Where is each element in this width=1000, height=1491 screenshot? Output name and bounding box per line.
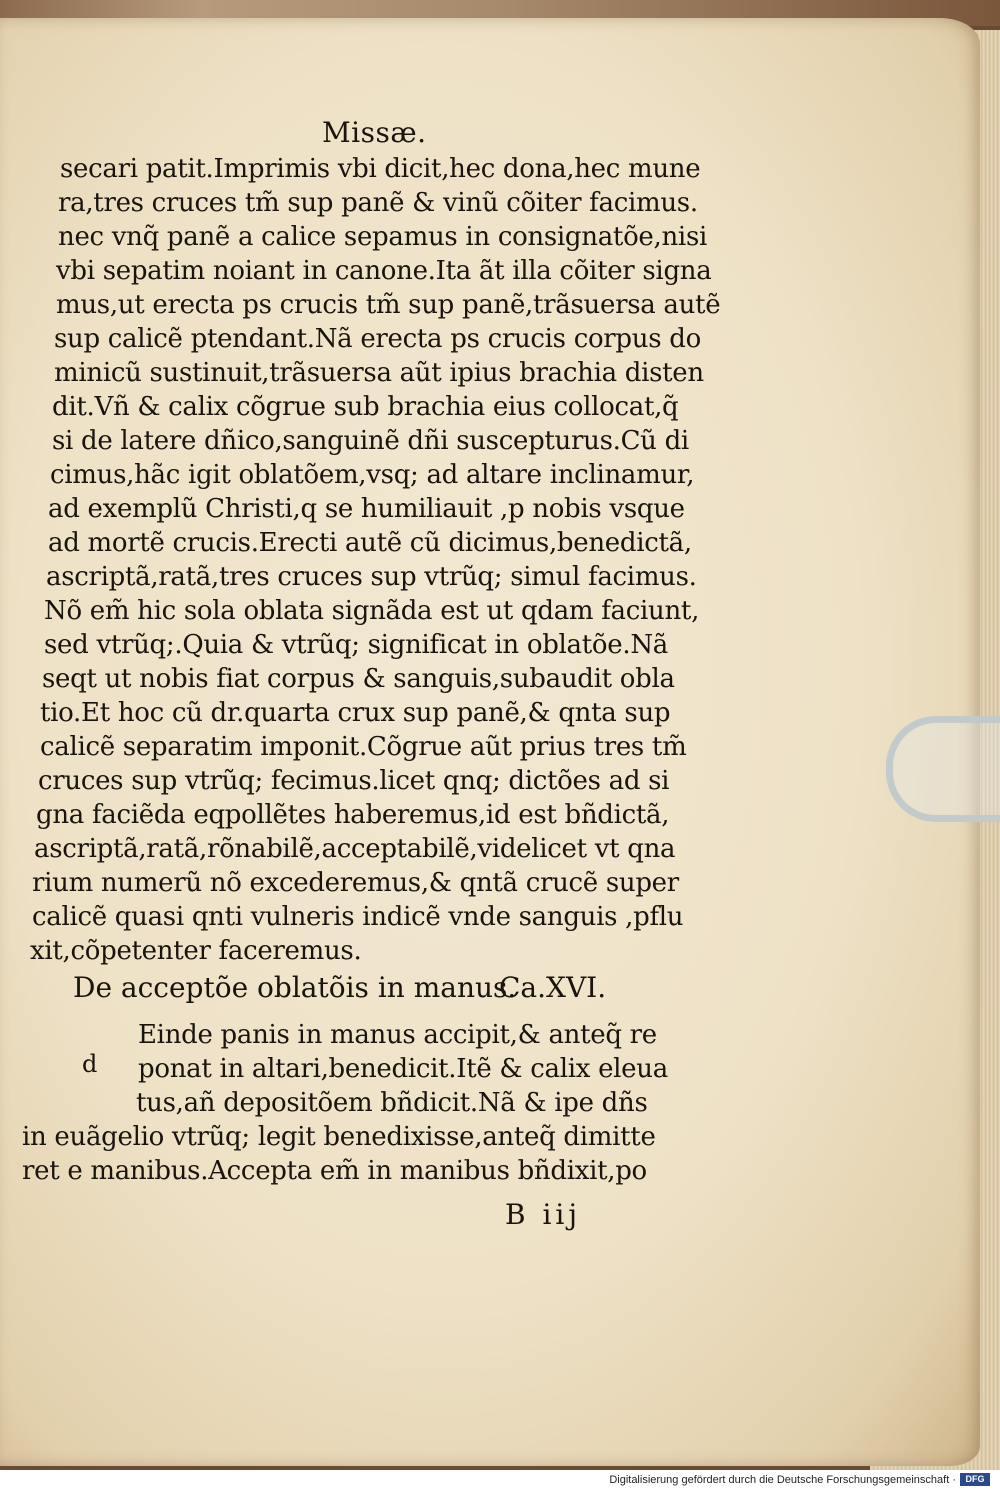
text-line: rium numerũ nõ excederemus,& qntã crucẽ super <box>32 868 679 898</box>
chapter-title: De acceptõe oblatõis in manus. <box>73 971 517 1004</box>
chapter-text-line: Einde panis in manus accipit,& anteq̃ re <box>138 1020 657 1050</box>
chapter-text-line: tus,añ depositõem bñdicit.Nã & ipe dñs <box>136 1088 648 1118</box>
text-line: nec vnq̃ panẽ a calice sepamus in consignatõe,nisi <box>58 222 707 252</box>
text-line: calicẽ quasi qnti vulneris indicẽ vnde sanguis ,pflu <box>32 902 684 932</box>
page-clip <box>886 716 1000 822</box>
initial-letter: d <box>82 1050 98 1078</box>
text-line: sup calicẽ ptendant.Nã erecta ps crucis corpus do <box>54 324 701 354</box>
text-line: calicẽ separatim imponit.Cõgrue aũt prius tres tm̃ <box>40 732 687 762</box>
text-line: sed vtrũq;.Quia & vtrũq; significat in oblatõe.Nã <box>44 630 668 660</box>
footer-bar <box>0 1470 1000 1491</box>
text-line: dit.Vñ & calix cõgrue sub brachia eius collocat,q̃ <box>52 392 679 422</box>
text-line: xit,cõpetenter faceremus. <box>30 936 362 966</box>
text-line: secari patit.Imprimis vbi dicit,hec dona,hec mune <box>60 154 701 184</box>
funding-credit: Digitalisierung gefördert durch die Deutsche Forschungsgemeinschaft · <box>609 1474 956 1486</box>
running-head: Missæ. <box>322 116 427 149</box>
text-line: tio.Et hoc cũ dr.quarta crux sup panẽ,& qnta sup <box>40 698 671 728</box>
chapter-heading <box>73 971 653 1004</box>
text-line: Nõ em̃ hic sola oblata signãda est ut qdam faciunt, <box>44 596 700 626</box>
text-line: gna faciẽda eqpollẽtes haberemus,id est bñdictã, <box>36 800 670 830</box>
text-line: vbi sepatim noiant in canone.Ita ãt illa cõiter signa <box>56 256 712 286</box>
text-line: cruces sup vtrũq; fecimus.licet qnq; dictões ad si <box>38 766 670 796</box>
text-line: ad mortẽ crucis.Erecti autẽ cũ dicimus,benedictã, <box>48 528 692 558</box>
text-line: si de latere dñico,sanguinẽ dñi suscepturus.Cũ di <box>52 426 689 456</box>
text-line: cimus,hãc igit oblatõem,vsq; ad altare inclinamur, <box>50 460 695 490</box>
chapter-text-line: ponat in altari,benedicit.Itẽ & calix eleua <box>138 1054 668 1084</box>
text-line: mus,ut erecta ps crucis tm̃ sup panẽ,trãsuersa autẽ <box>56 290 721 320</box>
chapter-text-line: ret e manibus.Accepta em̃ in manibus bñdixit,po <box>22 1156 647 1186</box>
book-page <box>0 18 980 1466</box>
chapter-number: Ca.XVI. <box>499 971 607 1004</box>
text-line: ra,tres cruces tm̃ sup panẽ & vinũ cõiter facimus. <box>58 188 698 218</box>
text-line: ad exemplũ Christi,q se humiliauit ,p nobis vsque <box>48 494 685 524</box>
text-line: minicũ sustinuit,trãsuersa aũt ipius brachia disten <box>54 358 704 388</box>
text-line: ascriptã,ratã,rõnabilẽ,acceptabilẽ,videlicet vt qna <box>34 834 676 864</box>
chapter-text-line: in euãgelio vtrũq; legit benedixisse,anteq̃ dimitte <box>22 1122 656 1152</box>
text-line: ascriptã,ratã,tres cruces sup vtrũq; simul facimus. <box>46 562 697 592</box>
text-line: seqt ut nobis fiat corpus & sanguis,subaudit obla <box>42 664 675 694</box>
dfg-logo: DFG <box>960 1473 990 1486</box>
signature-mark: B iij <box>505 1198 582 1231</box>
